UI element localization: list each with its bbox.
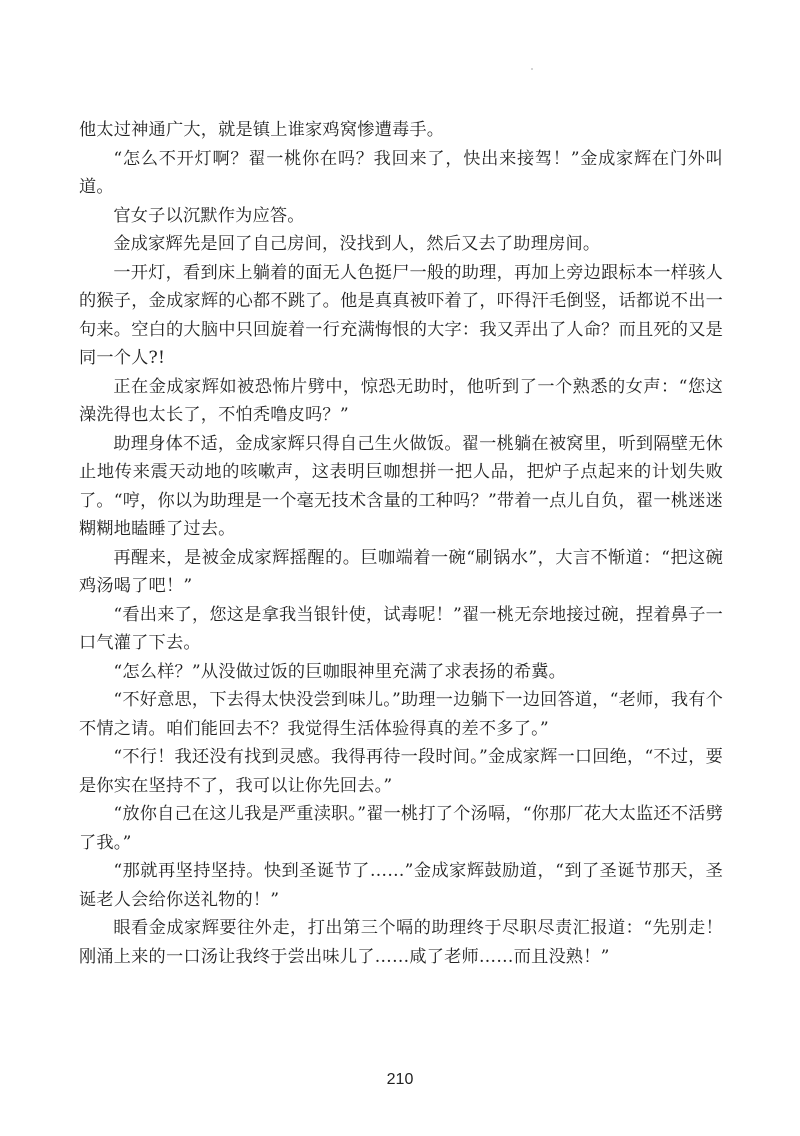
paragraph-13: “放你自己在这儿我是严重渎职。”翟一桃打了个汤嗝，“你那厂花大太监还不活劈了我。” <box>79 804 723 853</box>
page-number: 210 <box>386 1071 414 1088</box>
paragraph-8: 再醒来，是被金成家辉摇醒的。巨咖端着一碗“刷锅水”，大言不惭道：“把这碗鸡汤喝了吧！” <box>79 547 723 596</box>
paragraph-5: 一开灯，看到床上躺着的面无人色挺尸一般的助理，再加上旁边跟标本一样骇人的猴子，金成家辉的心都不跳了。他是真真被吓着了，吓得汗毛倒竖，话都说不出一句来。空白的大脑中只回旋着一行充满悔恨的大字：我又弄出了人命？而且死的又是同一个人?! <box>79 262 723 368</box>
paragraph-2: “怎么不开灯啊？翟一桃你在吗？我回来了，快出来接驾！”金成家辉在门外叫道。 <box>79 148 723 197</box>
scan-speck <box>531 68 533 70</box>
paragraph-7: 助理身体不适，金成家辉只得自己生火做饭。翟一桃躺在被窝里，听到隔壁无休止地传来震天动地的咳嗽声，这表明巨咖想拼一把人品，把炉子点起来的计划失败了。“哼，你以为助理是一个毫无技术含量的工种吗？”带着一点儿自负，翟一桃迷迷糊糊地瞌睡了过去。 <box>79 433 723 539</box>
paragraph-10: “怎么样？”从没做过饭的巨咖眼神里充满了求表扬的希冀。 <box>113 661 567 682</box>
paragraph-3: 官女子以沉默作为应答。 <box>113 205 305 226</box>
paragraph-9: “看出来了，您这是拿我当银针使，试毒呢！”翟一桃无奈地接过碗，捏着鼻子一口气灌了下去。 <box>79 604 723 653</box>
paragraph-12: “不行！我还没有找到灵感。我得再待一段时间。”金成家辉一口回绝，“不过，要是你实在坚持不了，我可以让你先回去。” <box>79 747 723 796</box>
paragraph-6: 正在金成家辉如被恐怖片劈中，惊恐无助时，他听到了一个熟悉的女声：“您这澡洗得也太长了，不怕秃噜皮吗？” <box>79 376 723 425</box>
paragraph-4: 金成家辉先是回了自己房间，没找到人，然后又去了助理房间。 <box>113 234 601 254</box>
paragraph-11: “不好意思，下去得太快没尝到味儿。”助理一边躺下一边回答道，“老师，我有个不情之请。咱们能回去不？我觉得生活体验得真的差不多了。” <box>79 690 723 739</box>
paragraph-15: 眼看金成家辉要往外走，打出第三个嗝的助理终于尽职尽责汇报道：“先别走！刚涌上来的一口汤让我终于尝出味儿了……咸了老师……而且没熟！” <box>79 918 723 967</box>
paragraph-1: 他太过神通广大，就是镇上谁家鸡窝惨遭毒手。 <box>79 120 445 140</box>
body-text <box>79 116 723 971</box>
paragraph-14: “那就再坚持坚持。快到圣诞节了……”金成家辉鼓励道，“到了圣诞节那天，圣诞老人会给你送礼物的！” <box>79 861 723 910</box>
